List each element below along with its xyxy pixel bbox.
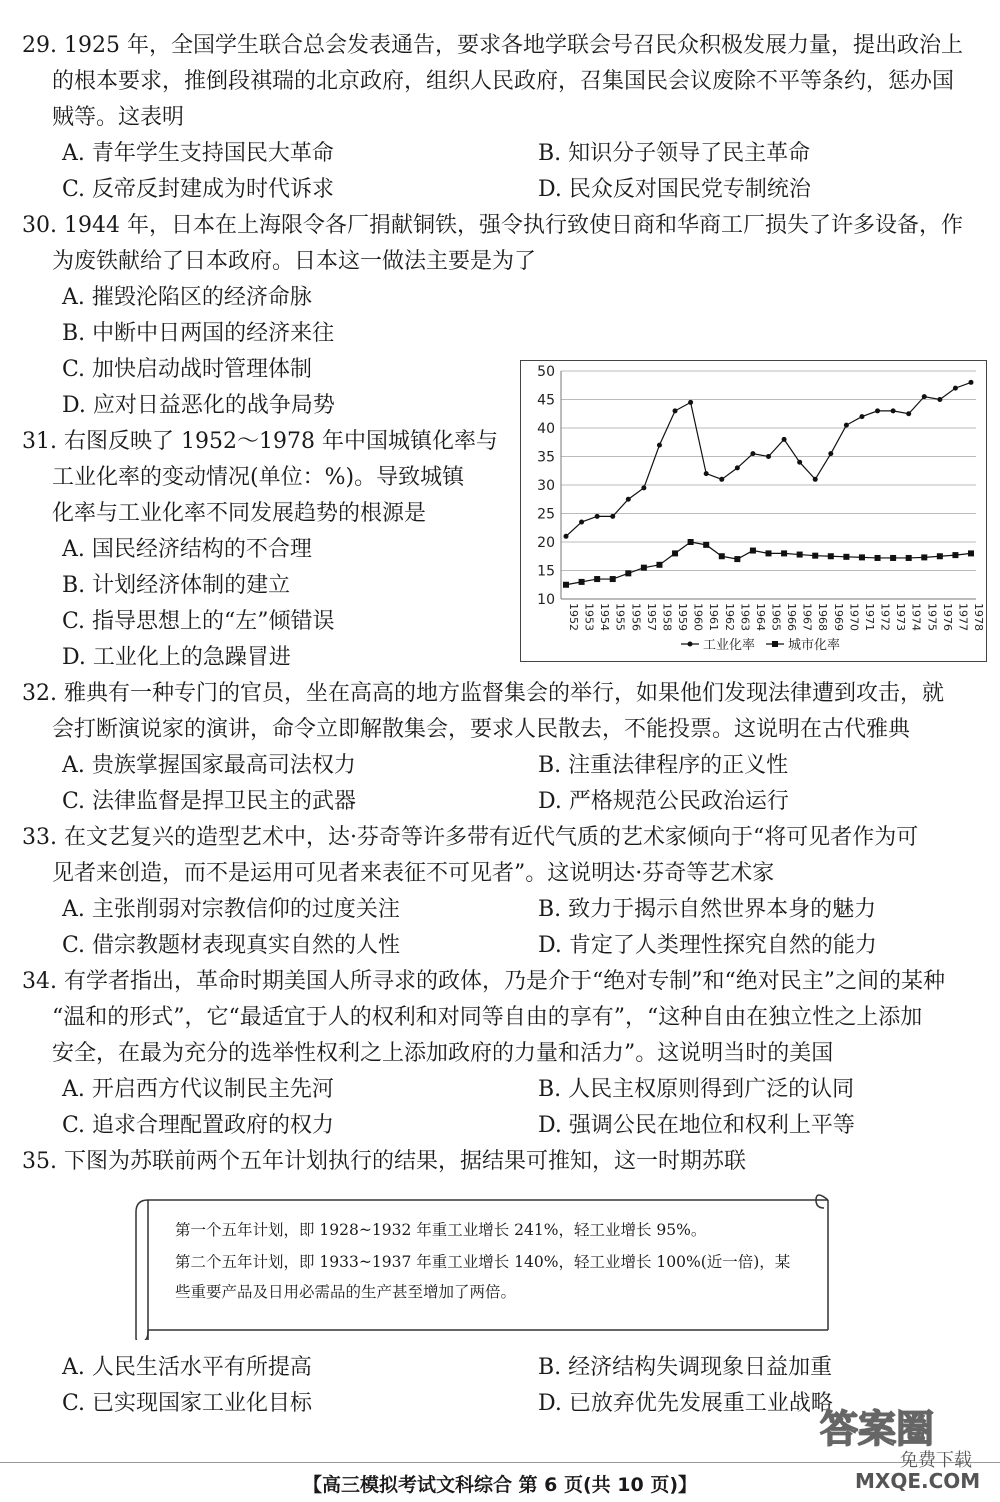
legend-label-2: 城市化率 — [788, 638, 841, 653]
legend-marker-2 — [772, 641, 778, 647]
data-point-industrialization — [719, 477, 724, 482]
q35-option-d: D. 已放弃优先发展重工业战略 — [538, 1391, 833, 1416]
data-point-urbanization — [563, 582, 569, 588]
data-point-industrialization — [610, 514, 615, 519]
y-tick-label: 20 — [537, 535, 555, 551]
data-point-industrialization — [922, 394, 927, 399]
data-point-industrialization — [844, 423, 849, 428]
scroll-line-1: 第一个五年计划，即 1928~1932 年重工业增长 241%，轻工业增长 95%。 — [175, 1221, 707, 1239]
data-point-urbanization — [688, 539, 694, 545]
x-tick-label: 1972 — [878, 603, 892, 631]
data-point-industrialization — [735, 465, 740, 470]
y-tick-label: 35 — [537, 449, 555, 466]
q30-option-a: A. 摧毁沦陷区的经济命脉 — [62, 285, 312, 310]
legend-label-1: 工业化率 — [703, 638, 756, 653]
x-tick-label: 1957 — [644, 603, 658, 631]
data-point-industrialization — [828, 451, 833, 456]
q35-option-a: A. 人民生活水平有所提高 — [62, 1355, 312, 1380]
q31-option-d: D. 工业化上的急躁冒进 — [62, 645, 291, 670]
q34-option-a: A. 开启西方代议制民主先河 — [62, 1077, 334, 1102]
data-point-industrialization — [875, 408, 880, 413]
data-point-urbanization — [859, 554, 865, 560]
y-tick-label: 50 — [537, 364, 555, 380]
x-tick-label: 1966 — [785, 603, 799, 631]
q34-stem-line-2: “温和的形式”，它“最适宜于人的权利和对同等自由的享有”，“这种自由在独立性之上添加 — [52, 1005, 923, 1030]
q34-option-b: B. 人民主权原则得到广泛的认同 — [538, 1077, 855, 1102]
q33-option-a: A. 主张削弱对宗教信仰的过度关注 — [62, 897, 400, 922]
watermark-logo-text: 答案圈 — [820, 1407, 935, 1451]
q32-option-a: A. 贵族掌握国家最高司法权力 — [62, 753, 356, 778]
y-tick-label: 45 — [537, 392, 555, 409]
x-tick-label: 1974 — [909, 603, 923, 631]
q32-option-d: D. 严格规范公民政治运行 — [538, 789, 789, 814]
data-point-industrialization — [766, 454, 771, 459]
q31-stem-line-1: 31. 右图反映了 1952～1978 年中国城镇化率与 — [22, 429, 498, 454]
x-tick-label: 1978 — [972, 603, 985, 631]
x-tick-label: 1952 — [567, 603, 580, 631]
data-point-urbanization — [734, 556, 740, 562]
q30-option-c: C. 加快启动战时管理体制 — [62, 357, 313, 382]
chart-svg — [521, 361, 986, 661]
q29-stem-line-3: 贼等。这表明 — [52, 105, 185, 130]
data-point-urbanization — [921, 554, 927, 560]
x-tick-label: 1959 — [676, 603, 690, 631]
y-tick-label: 15 — [537, 563, 555, 580]
q30-option-b: B. 中断中日两国的经济来往 — [62, 321, 335, 346]
data-point-industrialization — [937, 397, 942, 402]
data-point-industrialization — [813, 477, 818, 482]
data-point-industrialization — [579, 520, 584, 525]
data-point-industrialization — [641, 485, 646, 490]
data-point-urbanization — [875, 555, 881, 561]
x-tick-label: 1962 — [722, 603, 736, 631]
series-line-2 — [566, 542, 971, 585]
x-tick-label: 1976 — [940, 603, 954, 631]
q29-option-a: A. 青年学生支持国民大革命 — [62, 141, 334, 166]
data-point-urbanization — [797, 552, 803, 558]
data-point-urbanization — [968, 550, 974, 556]
data-point-industrialization — [953, 386, 958, 391]
q34-stem-line-1: 34. 有学者指出，革命时期美国人所寻求的政体，乃是介于“绝对专制”和“绝对民主”之间的某种 — [22, 969, 945, 994]
data-point-urbanization — [843, 554, 849, 560]
q29-option-b: B. 知识分子领导了民主革命 — [538, 141, 811, 166]
data-point-industrialization — [859, 414, 864, 419]
data-point-urbanization — [906, 555, 912, 561]
data-point-industrialization — [704, 471, 709, 476]
q33-option-c: C. 借宗教题材表现真实自然的人性 — [62, 933, 401, 958]
q33-stem-line-1: 33. 在文艺复兴的造型艺术中，达·芬奇等许多带有近代气质的艺术家倾向于“将可见者作为可 — [22, 825, 919, 850]
x-tick-label: 1960 — [691, 603, 705, 631]
data-point-industrialization — [626, 497, 631, 502]
q31-stem-line-3: 化率与工业化率不同发展趋势的根源是 — [52, 501, 427, 526]
q33-stem-line-2: 见者来创造，而不是运用可见者来表征不可见者”。这说明达·芬奇等艺术家 — [52, 861, 775, 886]
data-point-urbanization — [719, 553, 725, 559]
data-point-urbanization — [828, 553, 834, 559]
x-tick-label: 1956 — [629, 603, 643, 631]
x-tick-label: 1963 — [738, 603, 752, 631]
x-tick-label: 1964 — [753, 603, 767, 631]
page-footer: 【高三模拟考试文科综合 第 6 页(共 10 页)】 — [302, 1474, 698, 1496]
watermark-logo — [810, 1400, 995, 1495]
urbanization-industrialization-chart — [520, 360, 987, 662]
q35-option-b: B. 经济结构失调现象日益加重 — [538, 1355, 833, 1380]
data-point-urbanization — [703, 542, 709, 548]
data-point-urbanization — [656, 562, 662, 568]
watermark-url-text: MXQE.COM — [855, 1469, 981, 1493]
q32-stem-line-2: 会打断演说家的演讲，命令立即解散集会，要求人民散去，不能投票。这说明在古代雅典 — [52, 717, 911, 742]
data-point-industrialization — [595, 514, 600, 519]
q33-option-d: D. 肯定了人类理性探究自然的能力 — [538, 933, 877, 958]
data-point-industrialization — [797, 460, 802, 465]
data-point-industrialization — [750, 451, 755, 456]
data-point-urbanization — [579, 579, 585, 585]
q33-option-b: B. 致力于揭示自然世界本身的魅力 — [538, 897, 877, 922]
data-point-urbanization — [890, 555, 896, 561]
data-point-industrialization — [657, 443, 662, 448]
q34-option-d: D. 强调公民在地位和权利上平等 — [538, 1113, 855, 1138]
q32-option-c: C. 法律监督是捍卫民主的武器 — [62, 789, 357, 814]
y-tick-label: 40 — [537, 421, 555, 437]
x-tick-label: 1954 — [598, 603, 612, 631]
q31-option-a: A. 国民经济结构的不合理 — [62, 537, 312, 562]
x-tick-label: 1977 — [956, 603, 970, 631]
q31-stem-line-2: 工业化率的变动情况(单位：%)。导致城镇 — [52, 465, 465, 490]
data-point-industrialization — [673, 408, 678, 413]
data-point-industrialization — [906, 411, 911, 416]
q34-stem-line-3: 安全，在最为充分的选举性权利之上添加政府的力量和活力”。这说明当时的美国 — [52, 1041, 834, 1066]
data-point-industrialization — [564, 534, 569, 539]
data-point-urbanization — [610, 576, 616, 582]
x-tick-label: 1973 — [894, 603, 908, 631]
q30-option-d: D. 应对日益恶化的战争局势 — [62, 393, 335, 418]
data-point-industrialization — [969, 380, 974, 385]
y-tick-label: 30 — [537, 478, 555, 494]
q35-stem-line-1: 35. 下图为苏联前两个五年计划执行的结果，据结果可推知，这一时期苏联 — [22, 1149, 746, 1174]
x-tick-label: 1968 — [816, 603, 830, 631]
watermark-sub-text: 免费下载 — [900, 1450, 972, 1471]
x-tick-label: 1970 — [847, 603, 861, 631]
q35-option-c: C. 已实现国家工业化目标 — [62, 1391, 313, 1416]
data-point-industrialization — [688, 400, 693, 405]
q29-option-d: D. 民众反对国民党专制统治 — [538, 177, 811, 202]
x-tick-label: 1955 — [613, 603, 627, 631]
x-tick-label: 1975 — [925, 603, 939, 631]
x-tick-label: 1969 — [831, 603, 845, 631]
scroll-line-3: 些重要产品及日用必需品的生产甚至增加了两倍。 — [175, 1283, 517, 1301]
q31-option-c: C. 指导思想上的“左”倾错误 — [62, 609, 335, 634]
x-tick-label: 1967 — [800, 603, 814, 631]
y-tick-label: 10 — [537, 592, 555, 608]
x-tick-label: 1961 — [707, 603, 721, 631]
q29-option-c: C. 反帝反封建成为时代诉求 — [62, 177, 335, 202]
data-point-urbanization — [812, 553, 818, 559]
q32-option-b: B. 注重法律程序的正义性 — [538, 753, 789, 778]
q29-stem-line-1: 29. 1925 年，全国学生联合总会发表通告，要求各地学联会号召民众积极发展力量，提出政治上 — [22, 33, 963, 58]
x-tick-label: 1965 — [769, 603, 783, 631]
q29-stem-line-2: 的根本要求，推倒段祺瑞的北京政府，组织人民政府，召集国民会议废除不平等条约，惩办国 — [52, 69, 955, 94]
data-point-urbanization — [672, 550, 678, 556]
data-point-urbanization — [750, 548, 756, 554]
q30-stem-line-2: 为废铁献给了日本政府。日本这一做法主要是为了 — [52, 249, 537, 274]
legend-marker-1 — [688, 642, 693, 647]
q30-stem-line-1: 30. 1944 年，日本在上海限令各厂捐献铜铁，强令执行致使日商和华商工厂损失了许多设备，作 — [22, 213, 963, 238]
x-tick-label: 1953 — [582, 603, 596, 631]
q32-stem-line-1: 32. 雅典有一种专门的官员，坐在高高的地方监督集会的举行，如果他们发现法律遭到攻击，就 — [22, 681, 944, 706]
q34-option-c: C. 追求合理配置政府的权力 — [62, 1113, 335, 1138]
data-point-urbanization — [766, 550, 772, 556]
data-point-urbanization — [781, 550, 787, 556]
data-point-urbanization — [641, 565, 647, 571]
x-tick-label: 1958 — [660, 603, 674, 631]
q31-option-b: B. 计划经济体制的建立 — [62, 573, 291, 598]
y-tick-label: 25 — [537, 506, 555, 523]
data-point-urbanization — [937, 553, 943, 559]
data-point-urbanization — [594, 576, 600, 582]
x-tick-label: 1971 — [862, 603, 876, 631]
data-point-urbanization — [625, 570, 631, 576]
data-point-urbanization — [952, 552, 958, 558]
scroll-line-2: 第二个五年计划，即 1933~1937 年重工业增长 140%，轻工业增长 100%(近一倍)，某 — [175, 1253, 791, 1271]
data-point-industrialization — [782, 437, 787, 442]
data-point-industrialization — [891, 408, 896, 413]
